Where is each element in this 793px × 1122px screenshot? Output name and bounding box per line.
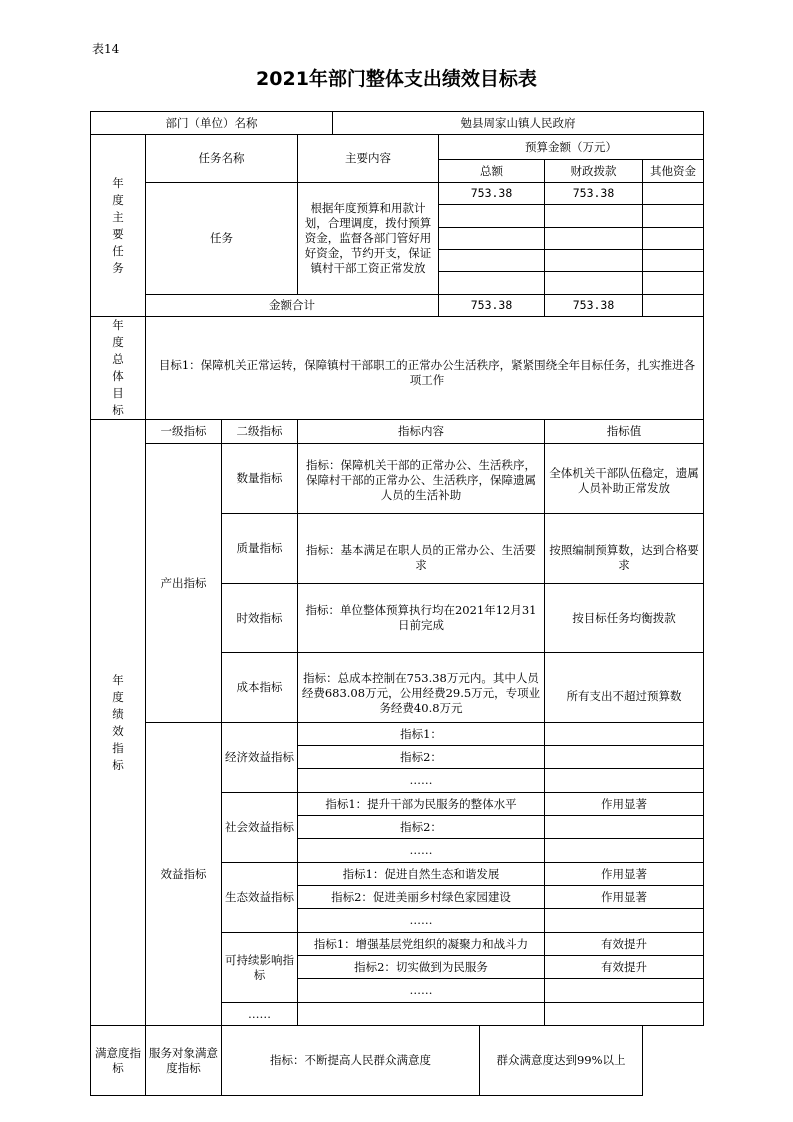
value-header: 指标值 (545, 420, 704, 444)
empty-cell (545, 1003, 704, 1026)
empty-cell (439, 250, 545, 272)
economic-benefit-label: 经济效益指标 (222, 723, 298, 793)
timeliness-indicator-label: 时效指标 (222, 584, 298, 653)
empty-cell (643, 272, 704, 295)
economic-indicator-2: 指标2： (298, 746, 545, 769)
empty-cell (545, 205, 643, 228)
task-total: 753.38 (439, 183, 545, 205)
economic-value-1 (545, 723, 704, 746)
task-name-header: 任务名称 (146, 135, 298, 183)
overall-goal-text: 目标1：保障机关正常运转，保障镇村干部职工的正常办公生活秩序，紧紧围绕全年目标任务，扎实推进各项工作 (146, 317, 704, 420)
overall-goal-label: 年度总体目标 (91, 317, 146, 420)
level2-header: 二级指标 (222, 420, 298, 444)
ecological-indicator-1: 指标1：促进自然生态和谐发展 (298, 863, 545, 886)
sustainable-indicator-2: 指标2：切实做到为民服务 (298, 956, 545, 979)
satisfaction-indicators-label: 满意度指标 (91, 1026, 146, 1096)
sustainable-value-2: 有效提升 (545, 956, 704, 979)
economic-indicator-more: …… (298, 769, 545, 793)
cost-indicator-label: 成本指标 (222, 653, 298, 723)
empty-cell (545, 272, 643, 295)
main-content-header: 主要内容 (298, 135, 439, 183)
economic-value-2 (545, 746, 704, 769)
empty-cell (439, 205, 545, 228)
economic-value-more (545, 769, 704, 793)
satisfaction-value: 群众满意度达到99%以上 (480, 1026, 643, 1096)
sustainable-value-1: 有效提升 (545, 933, 704, 956)
sustainable-impact-label: 可持续影响指标 (222, 933, 298, 1003)
output-indicators-label: 产出指标 (146, 444, 222, 723)
quantity-indicator-label: 数量指标 (222, 444, 298, 514)
task-other (643, 183, 704, 205)
sum-other (643, 295, 704, 317)
social-indicator-more: …… (298, 839, 545, 863)
sustainable-indicator-1: 指标1：增强基层党组织的凝聚力和战斗力 (298, 933, 545, 956)
sustainable-value-more (545, 979, 704, 1003)
quantity-content: 指标：保障机关干部的正常办公、生活秩序，保障村干部的正常办公、生活秩序，保障遗属人员的生活补助 (298, 444, 545, 514)
satisfaction-content: 指标：不断提高人民群众满意度 (222, 1026, 480, 1096)
ecological-value-2: 作用显著 (545, 886, 704, 909)
empty-cell (643, 228, 704, 250)
empty-cell (545, 228, 643, 250)
task-fiscal: 753.38 (545, 183, 643, 205)
performance-indicators-label: 年度绩效指标 (91, 420, 146, 1026)
social-value-1: 作用显著 (545, 793, 704, 816)
total-header: 总额 (439, 160, 545, 183)
other-funds-header: 其他资金 (643, 160, 704, 183)
social-indicator-2: 指标2： (298, 816, 545, 839)
timeliness-content: 指标：单位整体预算执行均在2021年12月31日前完成 (298, 584, 545, 653)
level1-header: 一级指标 (146, 420, 222, 444)
quantity-value: 全体机关干部队伍稳定，遗属人员补助正常发放 (545, 444, 704, 514)
sustainable-indicator-more: …… (298, 979, 545, 1003)
ecological-value-1: 作用显著 (545, 863, 704, 886)
quality-indicator-label: 质量指标 (222, 514, 298, 584)
economic-indicator-1: 指标1： (298, 723, 545, 746)
empty-cell (439, 272, 545, 295)
ecological-indicator-2: 指标2：促进美丽乡村绿色家园建设 (298, 886, 545, 909)
quality-value: 按照编制预算数，达到合格要求 (545, 514, 704, 584)
empty-cell (298, 1003, 545, 1026)
sum-total: 753.38 (439, 295, 545, 317)
timeliness-value: 按目标任务均衡拨款 (545, 584, 704, 653)
social-value-more (545, 839, 704, 863)
performance-target-table (90, 111, 704, 1096)
ecological-benefit-label: 生态效益指标 (222, 863, 298, 933)
empty-cell (643, 205, 704, 228)
ecological-value-more (545, 909, 704, 933)
quality-content: 指标：基本满足在职人员的正常办公、生活要求 (298, 514, 545, 584)
social-benefit-label: 社会效益指标 (222, 793, 298, 863)
social-indicator-1: 指标1：提升干部为民服务的整体水平 (298, 793, 545, 816)
budget-amount-header: 预算金额（万元） (439, 135, 704, 160)
unit-name-label: 部门（单位）名称 (91, 112, 333, 135)
annual-tasks-label: 年度主要任务 (91, 135, 146, 317)
ecological-indicator-more: …… (298, 909, 545, 933)
content-header: 指标内容 (298, 420, 545, 444)
unit-name-value: 勉县周家山镇人民政府 (333, 112, 704, 135)
sum-label: 金额合计 (146, 295, 439, 317)
empty-cell (439, 228, 545, 250)
cost-value: 所有支出不超过预算数 (545, 653, 704, 723)
service-satisfaction-label: 服务对象满意度指标 (146, 1026, 222, 1096)
social-value-2 (545, 816, 704, 839)
task-name: 任务 (146, 183, 298, 295)
empty-cell (545, 250, 643, 272)
benefit-indicators-label: 效益指标 (146, 723, 222, 1026)
table-number: 表14 (92, 42, 120, 56)
page-title: 2021年部门整体支出绩效目标表 (256, 68, 537, 90)
benefit-more-label: …… (222, 1003, 298, 1026)
cost-content: 指标：总成本控制在753.38万元内。其中人员经费683.08万元，公用经费29.5万元，专项业务经费40.8万元 (298, 653, 545, 723)
sum-fiscal: 753.38 (545, 295, 643, 317)
task-content: 根据年度预算和用款计划，合理调度，拨付预算资金，监督各部门管好用好资金，节约开支，保证镇村干部工资正常发放 (298, 183, 439, 295)
empty-cell (643, 250, 704, 272)
fiscal-header: 财政拨款 (545, 160, 643, 183)
